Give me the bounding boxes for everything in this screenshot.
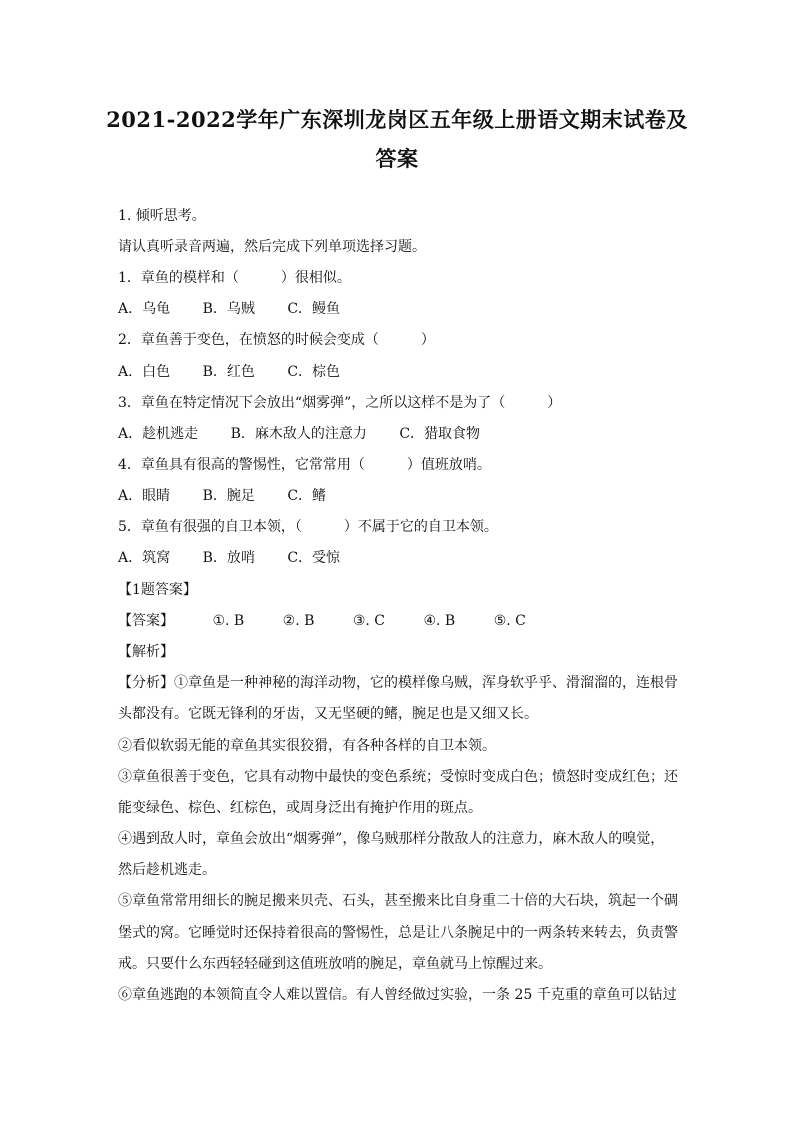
option-b: B．腕足: [202, 488, 255, 504]
question-5-options: [118, 548, 340, 568]
analysis-line: ③章鱼很善于变色，它具有动物中最快的变色系统；受惊时变成白色；愤怒时变成红色；还: [118, 769, 678, 785]
question-3-stem: 3．章鱼在特定情况下会放出“烟雾弹”，之所以这样不是为了（ ）: [118, 395, 562, 411]
option-a: A．乌龟: [118, 301, 171, 317]
analysis-line: 堡式的窝。它睡觉时还保持着很高的警惕性，总是让八条腕足中的一两条转来转去，负责警: [118, 925, 678, 941]
answer-4: ④. B: [423, 613, 456, 629]
answer-row: [118, 611, 526, 631]
answer-3: ③. C: [352, 613, 386, 629]
answer-5: ⑤. C: [493, 613, 526, 629]
question-2-options: [118, 362, 340, 382]
question-heading: 1. 倾听思考。: [118, 208, 206, 224]
analysis-line: 然后趁机逃走。: [118, 862, 216, 878]
question-2-stem: 2．章鱼善于变色，在愤怒的时候会变成（ ）: [118, 332, 435, 348]
option-a: A．筑窝: [118, 550, 171, 566]
document-title-line-1: 2021-2022学年广东深圳龙岗区五年级上册语文期末试卷及: [106, 107, 688, 132]
option-a: A．白色: [118, 364, 171, 380]
analysis-line: ⑤章鱼常常用细长的腕足搬来贝壳、石头，甚至搬来比自身重二十倍的大石块，筑起一个碉: [118, 893, 678, 909]
option-a: A．趁机逃走: [118, 426, 199, 442]
analysis-line: 【分析】①章鱼是一种神秘的海洋动物，它的模样像乌贼，浑身软乎乎、滑溜溜的，连根骨: [118, 675, 678, 691]
option-c: C．受惊: [287, 550, 341, 566]
question-1-options: [118, 299, 340, 319]
answer-2: ②. B: [282, 613, 315, 629]
option-c: C．鳗鱼: [287, 301, 341, 317]
analysis-line: ②看似软弱无能的章鱼其实很狡猾，有各种各样的自卫本领。: [118, 738, 496, 754]
option-b: B．乌贼: [202, 301, 255, 317]
option-c: C．棕色: [287, 364, 341, 380]
question-4-options: [118, 486, 326, 506]
document-title-line-2: 答案: [375, 146, 419, 171]
answer-label: 【答案】: [118, 613, 174, 629]
answer-1: ①. B: [212, 613, 245, 629]
question-3-options: [118, 424, 480, 444]
analysis-heading: 【解析】: [118, 644, 174, 660]
analysis-line: 戒。只要什么东西轻轻碰到这值班放哨的腕足，章鱼就马上惊醒过来。: [118, 956, 552, 972]
question-5-stem: 5．章鱼有很强的自卫本领，（ ）不属于它的自卫本领。: [118, 519, 498, 535]
analysis-line: 能变绿色、棕色、红棕色，或周身泛出有掩护作用的斑点。: [118, 800, 482, 816]
analysis-line: 头都没有。它既无锋利的牙齿，又无坚硬的鳍，腕足也是又细又长。: [118, 706, 538, 722]
analysis-line: ⑥章鱼逃跑的本领简直令人难以置信。有人曾经做过实验，一条 25 千克重的章鱼可以钻过: [118, 987, 677, 1003]
question-4-stem: 4．章鱼具有很高的警惕性，它常常用（ ）值班放哨。: [118, 457, 491, 473]
option-c: C．鳍: [287, 488, 327, 504]
option-b: B．麻木敌人的注意力: [230, 426, 367, 442]
option-b: B．放哨: [202, 550, 255, 566]
option-a: A．眼睛: [118, 488, 171, 504]
answer-heading: 【1题答案】: [118, 582, 197, 598]
question-1-stem: 1．章鱼的模样和（ ）很相似。: [118, 270, 351, 286]
analysis-line: ④遇到敌人时，章鱼会放出“烟雾弹”，像乌贼那样分散敌人的注意力，麻木敌人的嗅觉，: [118, 831, 665, 847]
option-b: B．红色: [202, 364, 255, 380]
option-c: C．猎取食物: [399, 426, 481, 442]
instruction-text: 请认真听录音两遍，然后完成下列单项选择习题。: [118, 239, 426, 255]
